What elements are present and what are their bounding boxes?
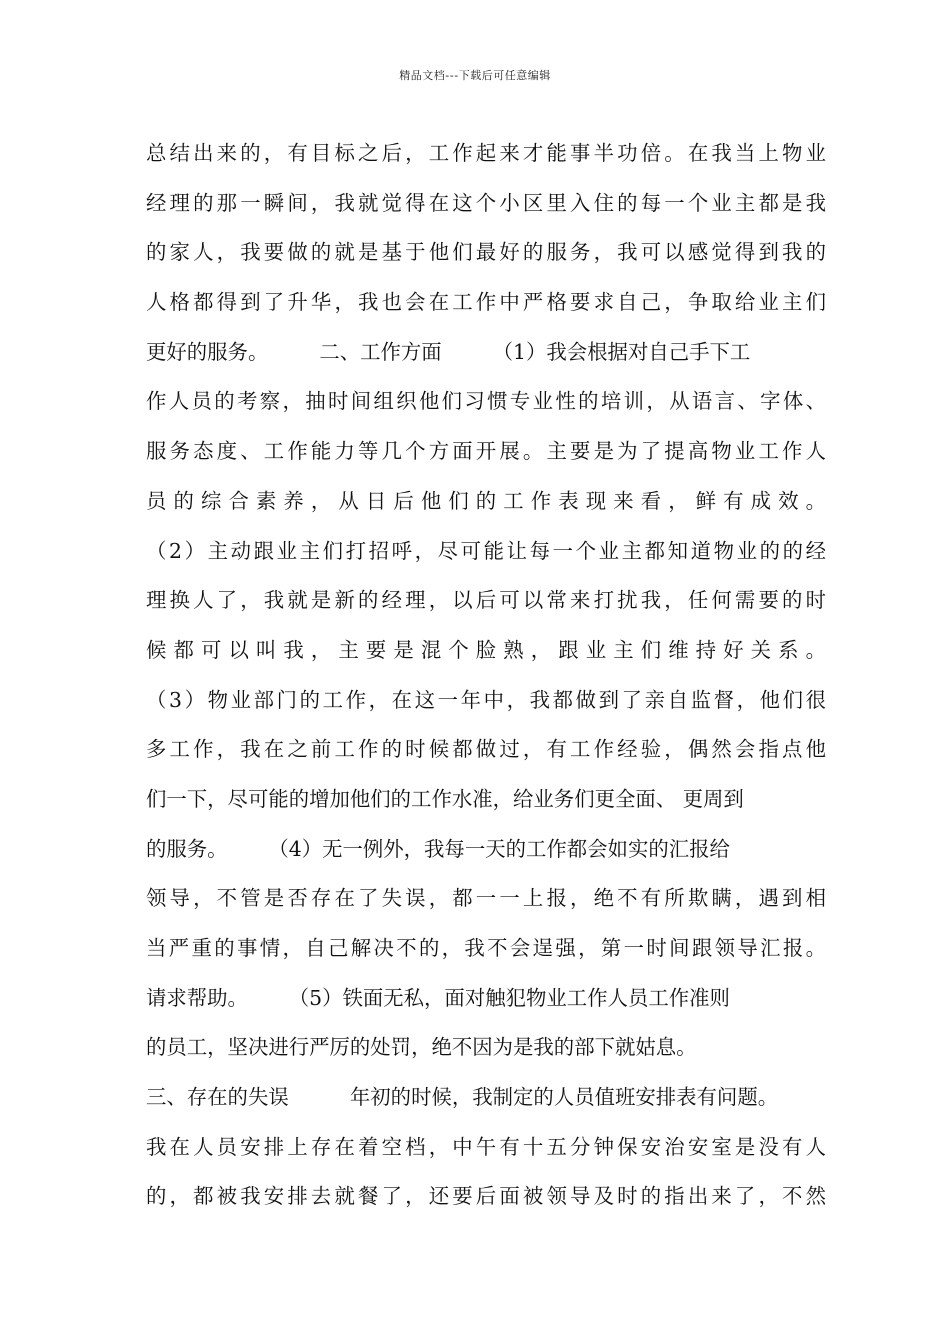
text-line: 当严重的事情，自己解决不的，我不会逞强，第一时间跟领导汇报。 bbox=[146, 936, 826, 960]
text-line: 理换人了，我就是新的经理，以后可以常来打扰我，任何需要的时 bbox=[146, 588, 826, 613]
text-line: 我在人员安排上存在着空档，中午有十五分钟保安治安室是没有人 bbox=[146, 1134, 826, 1159]
text-line: 的服务。 （4）无一例外，我每一天的工作都会如实的汇报给 bbox=[146, 836, 730, 861]
text-line: 更好的服务。 二、工作方面 （1）我会根据对自己手下工 bbox=[146, 339, 751, 364]
text-line: 作人员的考察，抽时间组织他们习惯专业性的培训，从语言、字体、 bbox=[146, 389, 826, 414]
text-line: 总结出来的，有目标之后，工作起来才能事半功倍。在我当上物业 bbox=[146, 141, 826, 165]
body-text bbox=[146, 129, 826, 1222]
text-line: 员的综合素养，从日后他们的工作表现来看，鲜有成效。 bbox=[146, 488, 826, 513]
text-line: 们一下，尽可能的增加他们的工作水准，给业务们更全面、 更周到 bbox=[146, 786, 744, 811]
text-line: 多工作，我在之前工作的时候都做过，有工作经验，偶然会指点他 bbox=[146, 737, 826, 762]
text-line: 经理的那一瞬间，我就觉得在这个小区里入住的每一个业主都是我 bbox=[146, 190, 826, 215]
page-header: 精品文档---下载后可任意编辑 bbox=[399, 69, 551, 82]
text-line: 候都可以叫我，主要是混个脸熟，跟业主们维持好关系。 bbox=[146, 637, 826, 662]
text-line: 的员工，坚决进行严厉的处罚，绝不因为是我的部下就姑息。 bbox=[146, 1035, 697, 1060]
text-line: 服务态度、工作能力等几个方面开展。主要是为了提高物业工作人 bbox=[146, 439, 826, 464]
text-line: 三、存在的失误 年初的时候，我制定的人员值班安排表有问题。 bbox=[146, 1085, 779, 1110]
text-line: 请求帮助。 （5）铁面无私，面对触犯物业工作人员工作准则 bbox=[146, 985, 730, 1010]
text-line: 的家人，我要做的就是基于他们最好的服务，我可以感觉得到我的 bbox=[146, 240, 826, 265]
text-line: （2）主动跟业主们打招呼，尽可能让每一个业主都知道物业的的经 bbox=[146, 538, 826, 563]
text-line: 人格都得到了升华，我也会在工作中严格要求自己，争取给业主们 bbox=[146, 290, 826, 315]
text-line: 的，都被我安排去就餐了，还要后面被领导及时的指出来了，不然 bbox=[146, 1184, 826, 1209]
text-line: （3）物业部门的工作，在这一年中，我都做到了亲自监督，他们很 bbox=[146, 687, 826, 712]
text-line: 领导，不管是否存在了失误，都一一上报，绝不有所欺瞒，遇到相 bbox=[146, 886, 826, 911]
